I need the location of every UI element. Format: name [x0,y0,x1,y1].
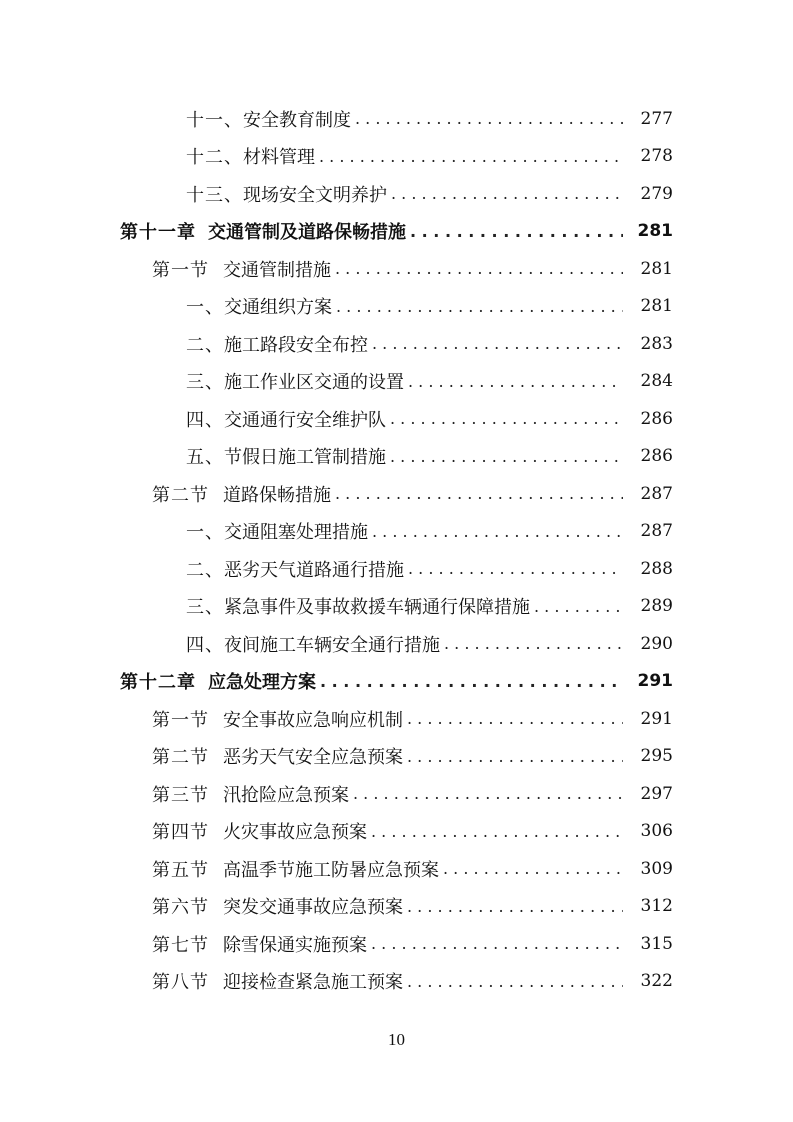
toc-entry-label [152,256,335,282]
toc-entry-number: 四、 [186,634,224,656]
toc-entry-page: 281 [640,258,673,279]
toc-entry-page: 306 [640,821,673,842]
toc-entry-page: 278 [640,146,673,167]
toc-entry-page: 297 [640,783,673,804]
toc-section-entry[interactable] [0,250,793,288]
toc-leader-dots [336,297,623,316]
toc-chapter-entry[interactable] [0,213,793,251]
toc-entry-number: 三、 [186,372,224,394]
toc-section-entry[interactable] [0,775,793,813]
toc-section-entry[interactable] [0,738,793,776]
toc-subsection-entry[interactable] [0,588,793,626]
toc-entry-number: 一、 [186,522,224,544]
toc-leader-dots [407,897,623,916]
toc-leader-dots [371,822,623,841]
toc-leader-dots [372,334,623,353]
toc-entry-page: 290 [640,633,673,654]
toc-entry-title: 火灾事故应急预案 [223,822,367,844]
toc-leader-dots [408,559,623,578]
toc-section-entry[interactable] [0,700,793,738]
toc-entry-number: 第四节 [152,822,209,844]
toc-leader-dots [444,634,623,653]
toc-subsection-entry[interactable] [0,363,793,401]
toc-entry-page: 289 [640,596,673,617]
toc-entry-number: 一、 [186,297,224,319]
toc-entry-title: 迎接检查紧急施工预案 [223,972,403,994]
toc-entry-label [186,556,408,582]
toc-leader-dots [390,447,623,466]
toc-section-entry[interactable] [0,963,793,1001]
toc-entry-number: 五、 [186,447,224,469]
toc-entry-number: 二、 [186,559,224,581]
toc-leader-dots [335,259,623,278]
toc-leader-dots [443,859,623,878]
toc-entry-page: 322 [640,971,673,992]
toc-entry-title: 节假日施工管制措施 [224,447,386,469]
toc-leader-dots [353,784,623,803]
toc-entry-number: 十二、 [186,147,243,169]
toc-entry-number: 十一、 [186,109,243,131]
toc-entry-label [120,668,320,694]
toc-section-entry[interactable] [0,925,793,963]
toc-entry-label [186,331,372,357]
toc-subsection-entry[interactable] [0,175,793,213]
toc-leader-dots [319,147,623,166]
toc-entry-title: 安全事故应急响应机制 [223,709,403,731]
toc-entry-number: 第六节 [152,897,209,919]
toc-entry-title: 除雪保通实施预案 [223,934,367,956]
toc-entry-label [152,931,371,957]
toc-entry-title: 道路保畅措施 [223,484,331,506]
toc-leader-dots [355,109,623,128]
toc-leader-dots [407,747,623,766]
toc-entry-title: 施工路段安全布控 [224,334,368,356]
toc-entry-label [186,518,372,544]
toc-entry-label [152,893,407,919]
toc-entry-label [152,706,407,732]
toc-subsection-entry[interactable] [0,138,793,176]
toc-section-entry[interactable] [0,813,793,851]
toc-entry-number: 第一节 [152,259,209,281]
toc-entry-title: 紧急事件及事故救援车辆通行保障措施 [224,597,530,619]
toc-entry-page: 295 [640,746,673,767]
toc-entry-label [186,293,336,319]
toc-entry-number: 第三节 [152,784,209,806]
toc-entry-label [152,856,443,882]
toc-entry-label [120,218,410,244]
toc-entry-number: 第十一章 [120,222,196,244]
toc-entry-number: 第八节 [152,972,209,994]
toc-entry-number: 第五节 [152,859,209,881]
toc-leader-dots [335,484,623,503]
toc-entry-label [186,368,408,394]
toc-entry-page: 286 [640,408,673,429]
toc-entry-page: 283 [640,333,673,354]
page-number: 10 [388,1030,405,1049]
toc-entry-number: 十三、 [186,184,243,206]
toc-entry-label [186,406,390,432]
toc-leader-dots [534,597,623,616]
toc-entry-title: 安全教育制度 [243,109,351,131]
toc-entry-number: 第十二章 [120,672,196,694]
toc-leader-dots [390,409,623,428]
table-of-contents [0,100,793,1000]
toc-entry-title: 交通阻塞处理措施 [224,522,368,544]
toc-leader-dots [407,709,623,728]
toc-entry-title: 交通组织方案 [224,297,332,319]
toc-entry-label [186,443,390,469]
toc-entry-label [186,631,444,657]
toc-entry-label [186,106,355,132]
toc-entry-label [152,968,407,994]
toc-entry-title: 交通管制措施 [223,259,331,281]
toc-entry-page: 286 [640,446,673,467]
toc-entry-page: 291 [637,671,673,692]
toc-entry-page: 315 [640,933,673,954]
toc-entry-label [186,143,319,169]
toc-subsection-entry[interactable] [0,513,793,551]
toc-entry-label [186,593,534,619]
toc-leader-dots [372,522,623,541]
toc-section-entry[interactable] [0,888,793,926]
toc-subsection-entry[interactable] [0,550,793,588]
toc-subsection-entry[interactable] [0,100,793,138]
toc-entry-page: 287 [640,483,673,504]
toc-subsection-entry[interactable] [0,325,793,363]
toc-entry-page: 281 [637,221,673,242]
toc-entry-label [152,818,371,844]
toc-section-entry[interactable] [0,850,793,888]
toc-entry-label [186,181,391,207]
toc-entry-title: 汛抢险应急预案 [223,784,349,806]
toc-entry-number: 第七节 [152,934,209,956]
toc-entry-title: 施工作业区交通的设置 [224,372,404,394]
toc-subsection-entry[interactable] [0,288,793,326]
toc-entry-number: 第二节 [152,484,209,506]
toc-entry-page: 279 [640,183,673,204]
toc-leader-dots [320,672,623,691]
toc-entry-title: 交通通行安全维护队 [224,409,386,431]
toc-subsection-entry[interactable] [0,625,793,663]
toc-entry-title: 突发交通事故应急预案 [223,897,403,919]
toc-leader-dots [407,972,623,991]
toc-entry-title: 应急处理方案 [208,672,316,694]
toc-entry-page: 312 [640,896,673,917]
toc-entry-page: 309 [640,858,673,879]
toc-entry-label [152,781,353,807]
toc-entry-title: 高温季节施工防暑应急预案 [223,859,439,881]
toc-leader-dots [371,934,623,953]
toc-subsection-entry[interactable] [0,400,793,438]
toc-entry-number: 四、 [186,409,224,431]
toc-entry-page: 288 [640,558,673,579]
toc-leader-dots [408,372,623,391]
toc-entry-title: 夜间施工车辆安全通行措施 [224,634,440,656]
toc-entry-number: 第二节 [152,747,209,769]
toc-entry-number: 二、 [186,334,224,356]
toc-entry-title: 恶劣天气安全应急预案 [223,747,403,769]
toc-section-entry[interactable] [0,475,793,513]
toc-entry-page: 291 [640,708,673,729]
toc-leader-dots [391,184,623,203]
toc-entry-page: 284 [640,371,673,392]
toc-entry-title: 材料管理 [243,147,315,169]
toc-entry-page: 281 [640,296,673,317]
toc-entry-number: 第一节 [152,709,209,731]
toc-entry-label [152,743,407,769]
toc-entry-label [152,481,335,507]
toc-entry-title: 恶劣天气道路通行措施 [224,559,404,581]
toc-entry-page: 277 [640,108,673,129]
toc-subsection-entry[interactable] [0,438,793,476]
toc-entry-number: 三、 [186,597,224,619]
toc-entry-title: 交通管制及道路保畅措施 [208,222,406,244]
toc-entry-page: 287 [640,521,673,542]
toc-leader-dots [410,222,623,241]
toc-entry-title: 现场安全文明养护 [243,184,387,206]
toc-chapter-entry[interactable] [0,663,793,701]
